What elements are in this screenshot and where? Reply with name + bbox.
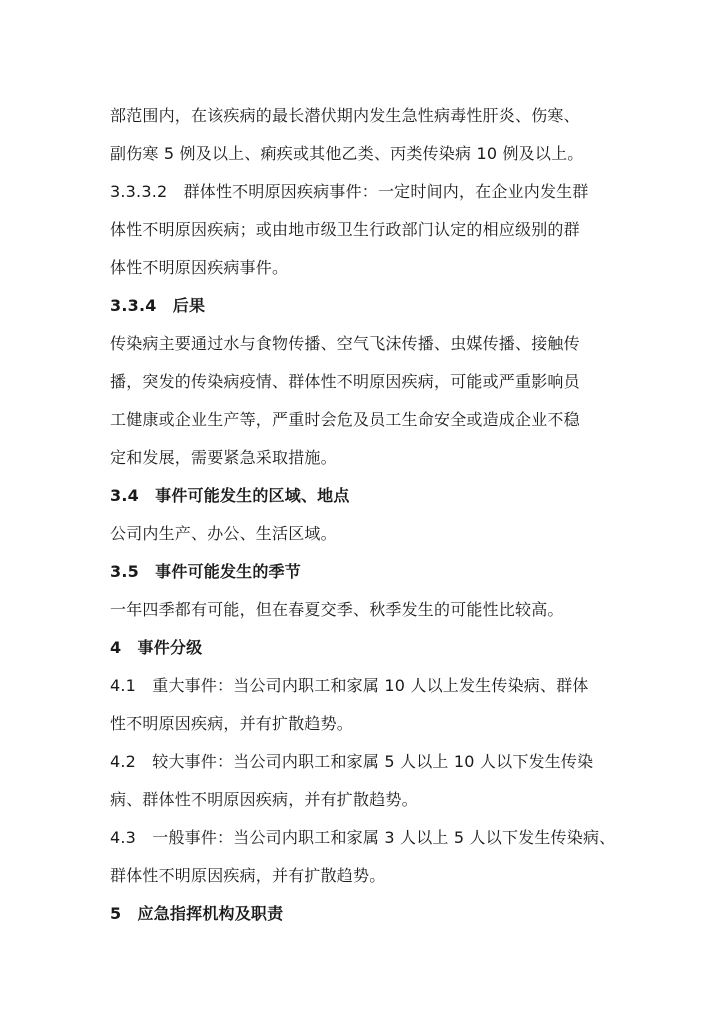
section-heading: 3.3.4 后果 (110, 296, 206, 315)
section-heading: 3.4 事件可能发生的区域、地点 (110, 486, 350, 505)
body-line: 公司内生产、办公、生活区域。 (110, 524, 337, 543)
body-line: 4.3 一般事件：当公司内职工和家属 3 人以上 5 人以下发生传染病、 (110, 828, 616, 847)
body-line: 传染病主要通过水与食物传播、空气飞沫传播、虫媒传播、接触传 (110, 334, 580, 353)
body-line: 4.1 重大事件：当公司内职工和家属 10 人以上发生传染病、群体 (110, 676, 589, 695)
body-line: 体性不明原因疾病事件。 (110, 258, 289, 277)
body-line: 3.3.3.2 群体性不明原因疾病事件：一定时间内，在企业内发生群 (110, 182, 589, 201)
section-heading: 4 事件分级 (110, 638, 203, 657)
body-line: 性不明原因疾病，并有扩散趋势。 (110, 714, 354, 733)
body-line: 群体性不明原因疾病，并有扩散趋势。 (110, 866, 386, 885)
body-line: 工健康或企业生产等，严重时会危及员工生命安全或造成企业不稳 (110, 410, 580, 429)
section-heading: 5 应急指挥机构及职责 (110, 904, 284, 923)
section-heading: 3.5 事件可能发生的季节 (110, 562, 301, 581)
body-line: 病、群体性不明原因疾病，并有扩散趋势。 (110, 790, 418, 809)
body-line: 体性不明原因疾病；或由地市级卫生行政部门认定的相应级别的群 (110, 220, 580, 239)
body-line: 播，突发的传染病疫情、群体性不明原因疾病，可能或严重影响员 (110, 372, 580, 391)
body-line: 一年四季都有可能，但在春夏交季、秋季发生的可能性比较高。 (110, 600, 564, 619)
body-line: 定和发展，需要紧急采取措施。 (110, 448, 337, 467)
body-line: 副伤寒 5 例及以上、痢疾或其他乙类、丙类传染病 10 例及以上。 (110, 144, 584, 163)
body-line: 4.2 较大事件：当公司内职工和家属 5 人以上 10 人以下发生传染 (110, 752, 594, 771)
body-line: 部范围内，在该疾病的最长潜伏期内发生急性病毒性肝炎、伤寒、 (110, 106, 580, 125)
